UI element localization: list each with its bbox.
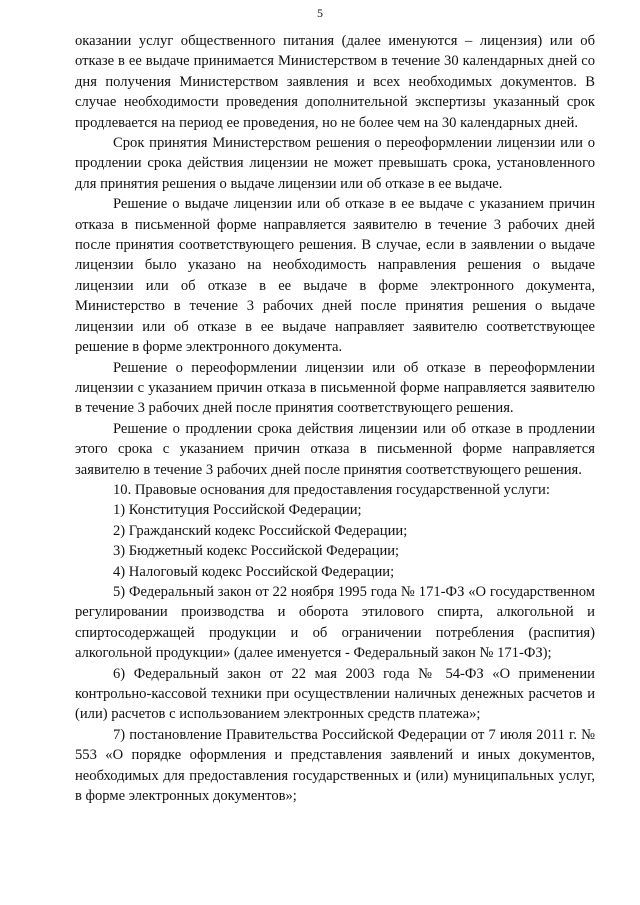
page-number: 5 — [317, 6, 323, 20]
paragraph-extension-decision-notice: Решение о продлении срока действия лицензии или об отказе в продлении этого срока с указанием причин отказа в письменной форме направляется заявителю в течение 3 рабочих дней после принятия соответствующего решения. — [75, 420, 595, 478]
list-item-1: 1) Конституция Российской Федерации; — [113, 502, 362, 519]
paragraph-license-decision-term: оказании услуг общественного питания (далее именуются – лицензия) или об отказе в ее выдаче принимается Министерством в течение 30 календарных дней со дня получения Министерством заявления и всех необходимых документов. В случае необходимости проведения дополнительной экспертизы указанный срок продлевается на период ее проведения, но не более чем на 30 календарных дней. — [75, 33, 595, 131]
list-item-3: 3) Бюджетный кодекс Российской Федерации; — [113, 543, 400, 560]
paragraph-reissue-term: Срок принятия Министерством решения о переоформлении лицензии или о продлении срока действия лицензии не может превышать срока, установленного для принятия решения о выдаче лицензии или об отказе в ее выдаче. — [75, 135, 595, 192]
paragraph-reissue-decision-notice: Решение о переоформлении лицензии или об отказе в переоформлении лицензии с указанием причин отказа в письменной форме направляется заявителю в течение 3 рабочих дней после принятия соответствующего решения. — [75, 359, 595, 417]
list-item-7: 7) постановление Правительства Российской Федерации от 7 июля 2011 г. № 553 «О порядке оформления и представления заявлений и иных документов, необходимых для предоставления государственных и (или) муниципальных услуг, в форме электронных документов»; — [75, 726, 595, 805]
list-item-4: 4) Налоговый кодекс Российской Федерации; — [113, 563, 395, 580]
section-10-heading: 10. Правовые основания для предоставления государственной услуги: — [113, 481, 550, 498]
paragraph-issue-decision-notice: Решение о выдаче лицензии или об отказе в ее выдаче с указанием причин отказа в письменной форме направляется заявителю в течение 3 рабочих дней после принятия соответствующего решения. В случае, если в заявлении о выдаче лицензии было указано на необходимость направления решения о выдаче лицензии или об отказе в ее выдаче в форме электронного документа, Министерство в течение 3 рабочих дней после принятия решения о выдаче лицензии или об отказе в ее выдаче направляет заявителю соответствующее решение в форме электронного документа. — [75, 196, 595, 356]
list-item-5: 5) Федеральный закон от 22 ноября 1995 года № 171-ФЗ «О государственном регулировании производства и оборота этилового спирта, алкогольной и спиртосодержащей продукции и об ограничении потребления (распития) алкогольной продукции» (далее именуется - Федеральный закон № 171-ФЗ); — [75, 583, 595, 662]
list-item-2: 2) Гражданский кодекс Российской Федерации; — [113, 522, 408, 539]
document-body — [75, 31, 595, 806]
list-item-6: 6) Федеральный закон от 22 мая 2003 года № 54-ФЗ «О применении контрольно-кассовой техники при осуществлении наличных денежных расчетов и (или) расчетов с использованием электронных средств платежа»; — [75, 665, 595, 723]
